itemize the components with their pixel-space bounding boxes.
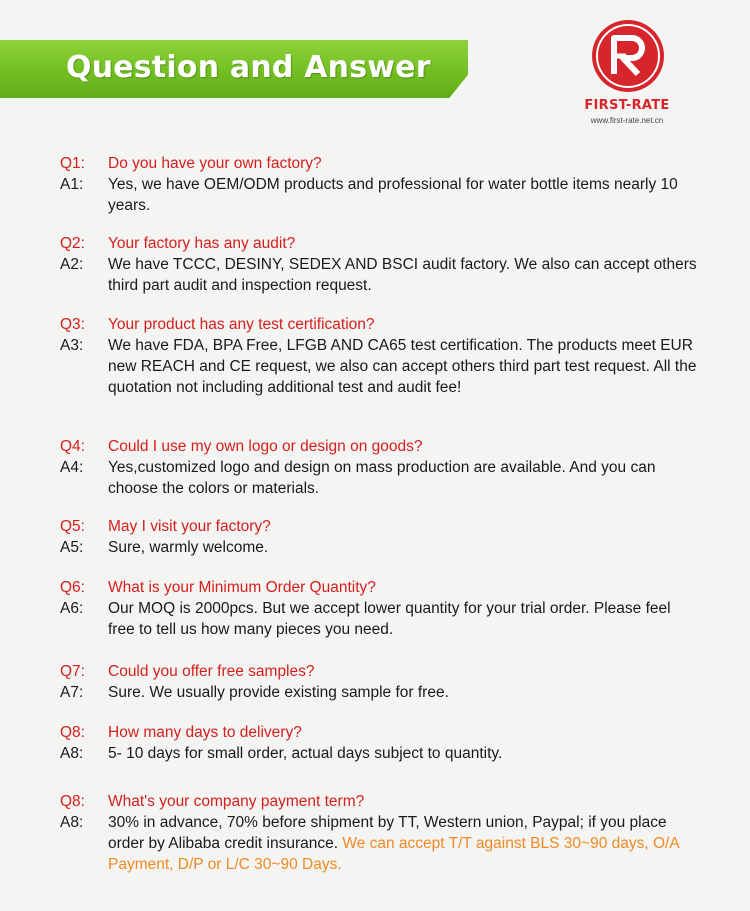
qa-item — [60, 516, 700, 558]
question-text: May I visit your factory? — [108, 518, 271, 535]
question-text: What is your Minimum Order Quantity? — [108, 579, 376, 596]
answer-text: Yes, we have OEM/ODM products and professional for water bottle items nearly 10 years. — [108, 176, 678, 214]
question-label: Q7: — [60, 663, 85, 680]
qa-item — [60, 722, 700, 764]
question-text: Could I use my own logo or design on goods? — [108, 438, 423, 455]
answer-label: A3: — [60, 337, 84, 354]
question-label: Q5: — [60, 518, 85, 535]
question-label: Q3: — [60, 316, 85, 333]
answer-label: A5: — [60, 539, 84, 556]
question-label: Q8: — [60, 793, 85, 810]
page-title: Question and Answer — [66, 50, 431, 85]
answer-label: A2: — [60, 256, 84, 273]
answer-text: Yes,customized logo and design on mass production are available. And you can choose the colors or materials. — [108, 459, 656, 497]
qa-item — [60, 436, 700, 499]
qa-item — [60, 791, 700, 875]
answer-text: We have TCCC, DESINY, SEDEX AND BSCI audit factory. We also can accept others third part audit and inspection request. — [108, 256, 697, 294]
question-text: How many days to delivery? — [108, 724, 302, 741]
question-text: Could you offer free samples? — [108, 663, 315, 680]
answer-text: We have FDA, BPA Free, LFGB AND CA65 test certification. The products meet EUR new REACH and CE request, we also can accept others third part test request. All the quotation not including additional test and audit fee! — [108, 337, 697, 396]
qa-item — [60, 153, 700, 216]
answer-text: Sure, warmly welcome. — [108, 539, 269, 556]
question-text: What's your company payment term? — [108, 793, 365, 810]
question-text: Do you have your own factory? — [108, 155, 322, 172]
question-label: Q4: — [60, 438, 85, 455]
answer-text: 30% in advance, 70% before shipment by TT, Western union, Paypal; if you place order by Alibaba credit insurance. — [108, 814, 667, 852]
qa-item — [60, 577, 700, 640]
answer-label: A8: — [60, 745, 84, 762]
answer-label: A4: — [60, 459, 84, 476]
r-monogram-icon — [590, 18, 666, 94]
qa-item — [60, 661, 700, 703]
question-label: Q1: — [60, 155, 85, 172]
qa-item — [60, 233, 700, 296]
answer-label: A1: — [60, 176, 84, 193]
answer-highlight: We can accept T/T against BLS 30~90 days, O/A Payment, D/P or L/C 30~90 Days. — [108, 835, 679, 873]
brand-url: www.first-rate.net.cn — [590, 116, 664, 125]
answer-text: Our MOQ is 2000pcs. But we accept lower quantity for your trial order. Please feel free to tell us how many pieces you need. — [108, 600, 671, 638]
answer-label: A6: — [60, 600, 84, 617]
answer-text: 5- 10 days for small order, actual days subject to quantity. — [108, 745, 503, 762]
answer-label: A8: — [60, 814, 84, 831]
question-label: Q2: — [60, 235, 85, 252]
qa-item — [60, 314, 700, 398]
question-label: Q6: — [60, 579, 85, 596]
question-text: Your factory has any audit? — [108, 235, 296, 252]
question-text: Your product has any test certification? — [108, 316, 375, 333]
answer-label: A7: — [60, 684, 84, 701]
answer-text: Sure. We usually provide existing sample for free. — [108, 684, 449, 701]
question-label: Q8: — [60, 724, 85, 741]
brand-name: FIRST-RATE — [584, 98, 670, 113]
